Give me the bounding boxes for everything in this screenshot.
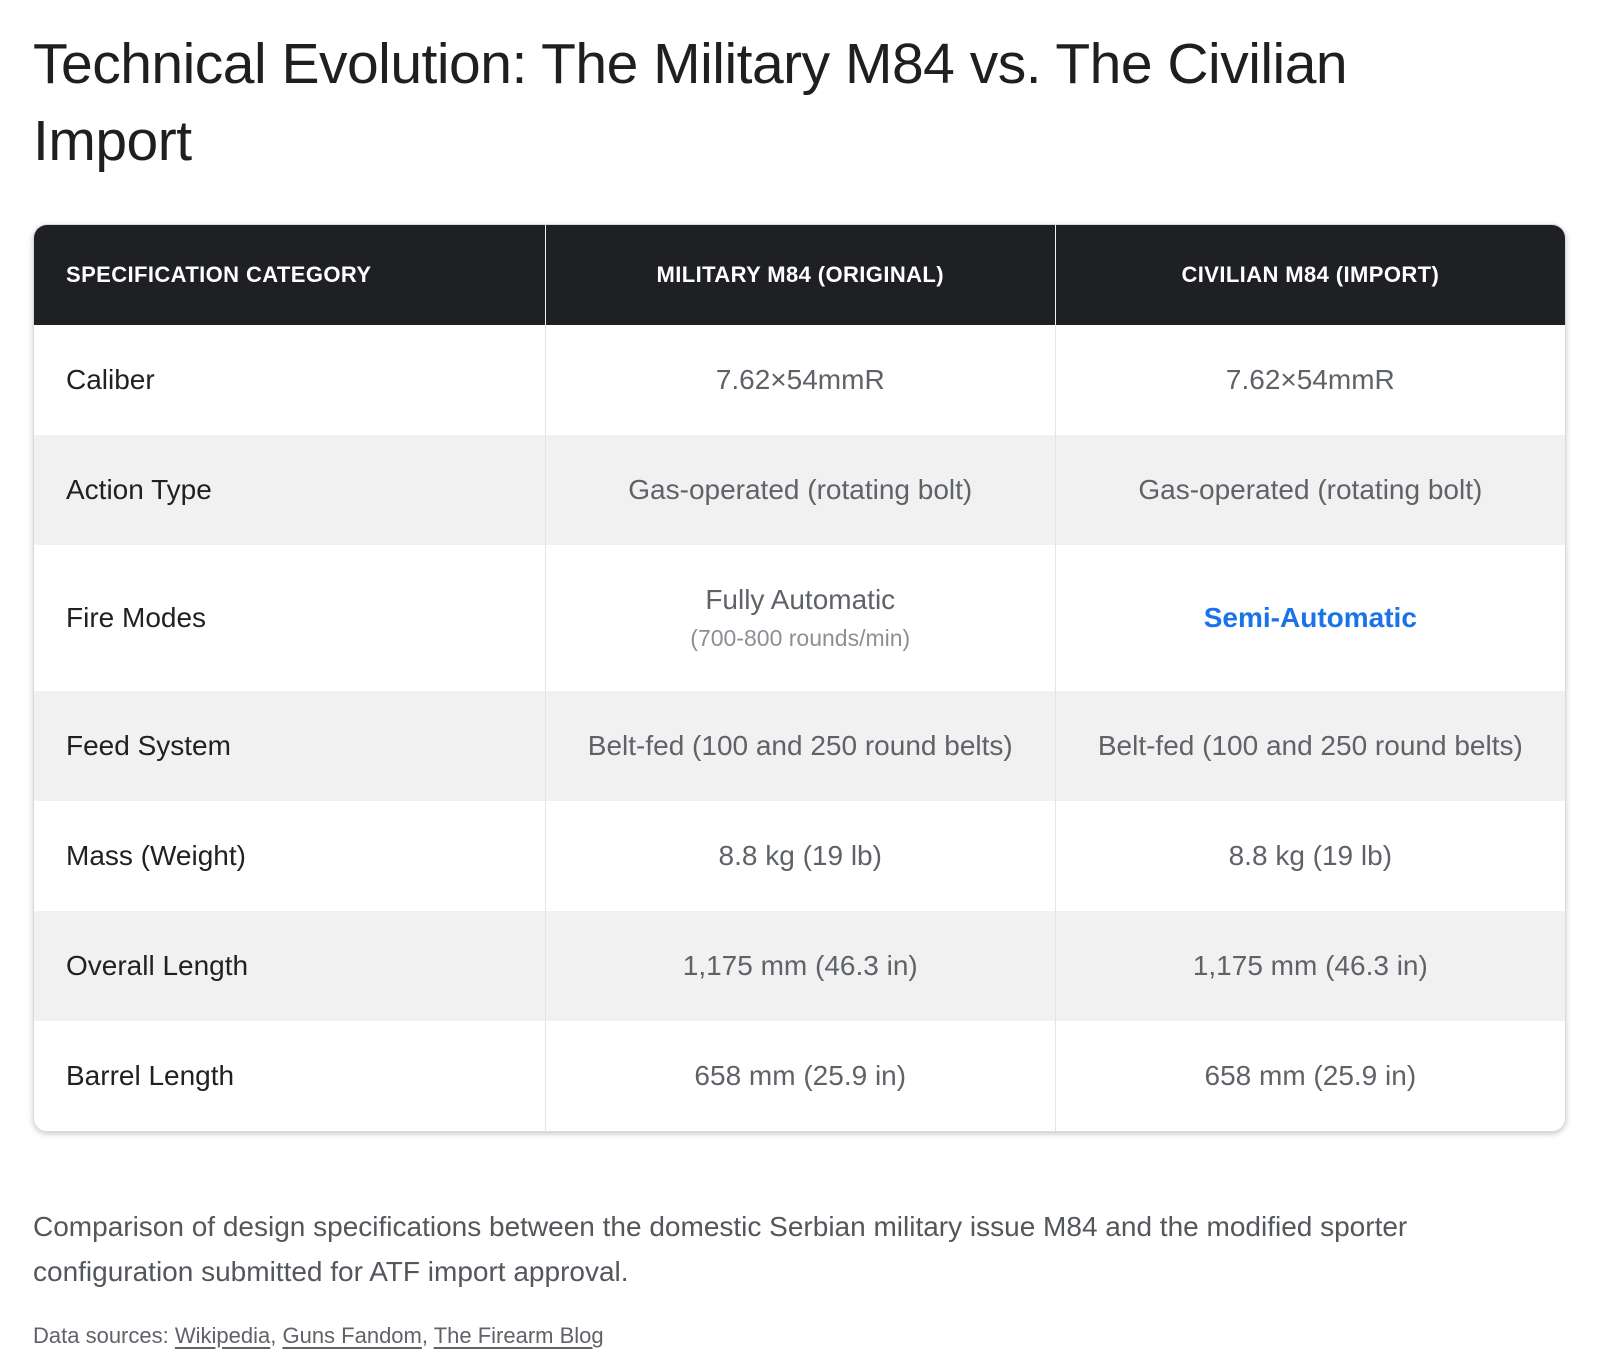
civilian-value-cell: Belt-fed (100 and 250 round belts) xyxy=(1055,691,1565,801)
source-separator: , xyxy=(270,1322,283,1348)
source-link-firearm-blog[interactable]: The Firearm Blog xyxy=(433,1322,604,1348)
table-header-row xyxy=(34,225,1565,325)
military-value-cell: 658 mm (25.9 in) xyxy=(545,1021,1055,1131)
table-row-fire-modes xyxy=(34,545,1565,691)
civilian-value-cell xyxy=(1055,545,1565,691)
table-row-overall-length xyxy=(34,911,1565,1021)
civilian-value-cell: 1,175 mm (46.3 in) xyxy=(1055,911,1565,1021)
source-separator: , xyxy=(421,1322,434,1348)
military-value-cell xyxy=(545,545,1055,691)
semi-automatic-link[interactable]: Semi-Automatic xyxy=(1203,601,1417,633)
fire-mode-rate-note: (700-800 rounds/min) xyxy=(690,624,911,651)
civilian-value-cell: 8.8 kg (19 lb) xyxy=(1055,801,1565,911)
source-link-guns-fandom[interactable]: Guns Fandom xyxy=(282,1322,422,1348)
data-sources-line xyxy=(33,1323,1567,1349)
military-value-cell: 7.62×54mmR xyxy=(545,325,1055,435)
spec-category-cell: Overall Length xyxy=(66,949,249,981)
military-value-cell: Gas-operated (rotating bolt) xyxy=(545,435,1055,545)
table-caption: Comparison of design specifications between the domestic Serbian military issue M84 and the modified sporter configuration submitted for ATF import approval. xyxy=(33,1210,1408,1288)
data-sources-prefix: Data sources: xyxy=(33,1322,169,1348)
spec-category-cell: Feed System xyxy=(66,729,231,761)
civilian-value-cell: 658 mm (25.9 in) xyxy=(1055,1021,1565,1131)
military-value-cell: Belt-fed (100 and 250 round belts) xyxy=(545,691,1055,801)
military-value-cell: 8.8 kg (19 lb) xyxy=(545,801,1055,911)
header-civilian-m84: CIVILIAN M84 (IMPORT) xyxy=(1055,225,1565,325)
fire-mode-main-value: Fully Automatic xyxy=(705,583,896,615)
table-row-barrel-length xyxy=(34,1021,1565,1131)
table-row-action-type xyxy=(34,435,1565,545)
military-value-cell: 1,175 mm (46.3 in) xyxy=(545,911,1055,1021)
header-military-m84: MILITARY M84 (ORIGINAL) xyxy=(545,225,1055,325)
page-title: Technical Evolution: The Military M84 vs. The Civilian Import xyxy=(33,32,1348,173)
spec-category-cell: Caliber xyxy=(66,363,155,395)
civilian-value-cell: Gas-operated (rotating bolt) xyxy=(1055,435,1565,545)
spec-category-cell: Mass (Weight) xyxy=(66,839,246,871)
table-row-mass xyxy=(34,801,1565,911)
spec-category-cell: Action Type xyxy=(66,473,212,505)
header-specification-category: SPECIFICATION CATEGORY xyxy=(34,225,545,325)
spec-category-cell: Barrel Length xyxy=(66,1059,235,1091)
civilian-value-cell: 7.62×54mmR xyxy=(1055,325,1565,435)
source-link-wikipedia[interactable]: Wikipedia xyxy=(174,1322,271,1348)
spec-comparison-table xyxy=(33,224,1566,1132)
table-row-caliber xyxy=(34,325,1565,435)
spec-category-cell: Fire Modes xyxy=(66,601,207,633)
table-row-feed-system xyxy=(34,691,1565,801)
